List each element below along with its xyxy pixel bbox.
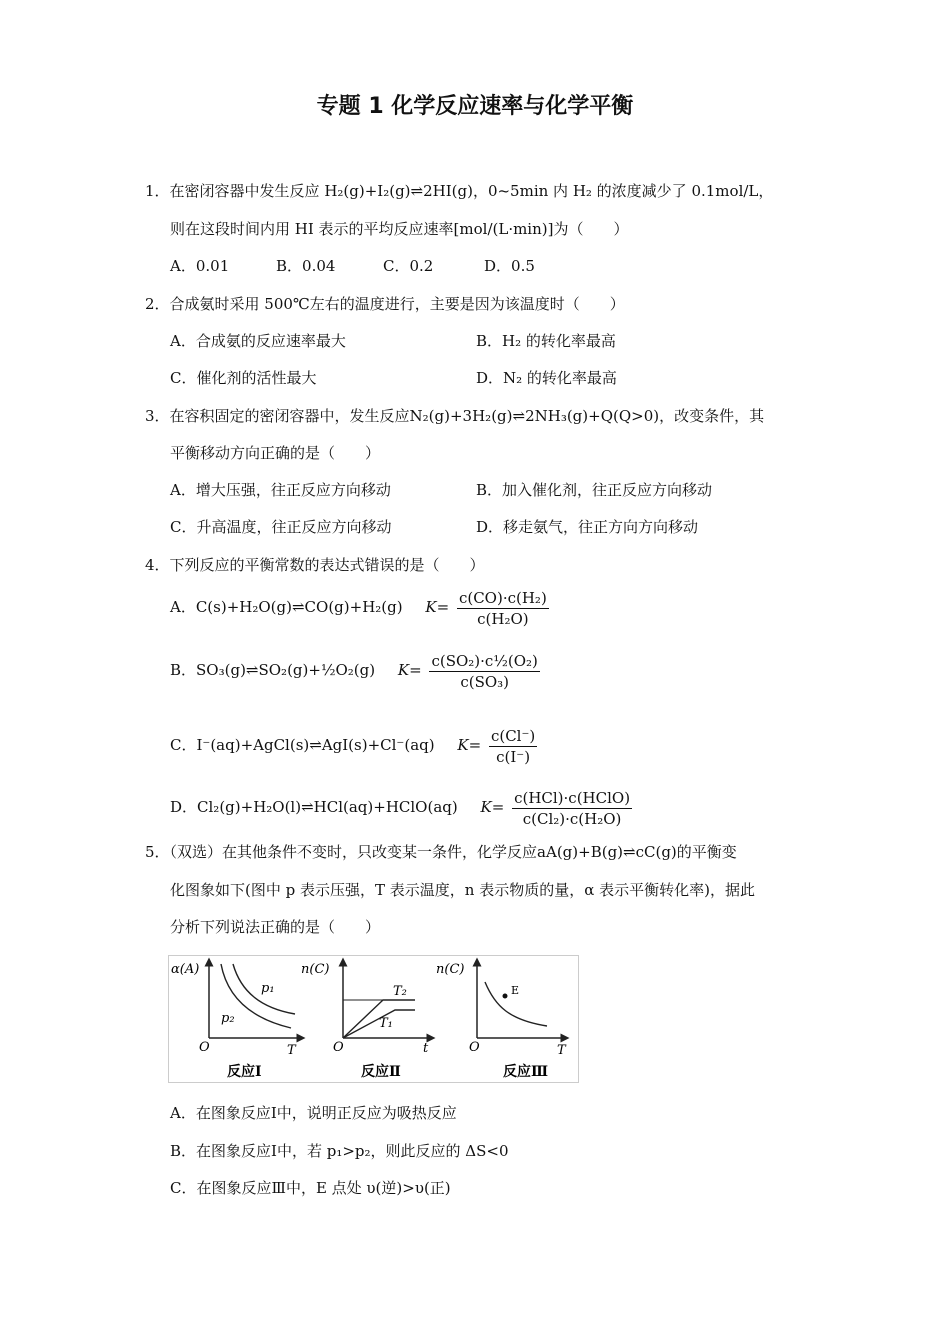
q1-option-a: A．0.01 xyxy=(170,257,230,275)
q4-option-b xyxy=(170,647,543,693)
q3-option-d: D．移走氨气，往正方向方向移动 xyxy=(476,518,699,536)
g1-p1: p₁ xyxy=(261,981,275,996)
q5-option-c: C．在图象反应Ⅲ中，E 点处 υ(逆)>υ(正) xyxy=(170,1179,451,1197)
q4-a-equation: A．C(s)+H₂O(g)⇌CO(g)+H₂(g) xyxy=(170,598,403,616)
g3-e-label: E xyxy=(511,984,520,997)
q5-stem-line1: 5．（双选）在其他条件不变时，只改变某一条件，化学反应aA(g)+B(g)⇌cC(g)的平衡变 xyxy=(145,843,737,861)
q2-option-b: B．H₂ 的转化率最高 xyxy=(476,332,616,350)
q1-option-b: B．0.04 xyxy=(276,257,336,275)
q4-a-fraction xyxy=(457,588,549,629)
q3-stem-line2: 平衡移动方向正确的是（ ） xyxy=(170,444,381,462)
q4-stem: 4．下列反应的平衡常数的表达式错误的是（ ） xyxy=(145,556,485,574)
q1-option-d: D．0.5 xyxy=(484,257,535,275)
q3-stem-line1: 3．在容积固定的密闭容器中，发生反应N₂(g)+3H₂(g)⇌2NH₃(g)+Q(Q>0)，改变条件，其 xyxy=(145,407,765,425)
q3-option-a: A．增大压强，往正反应方向移动 xyxy=(170,481,391,499)
graph-reaction-1 xyxy=(171,962,301,1080)
q1-option-c: C．0.2 xyxy=(383,257,434,275)
q5-option-b: B．在图象反应Ⅰ中，若 p₁>p₂，则此反应的 ΔS<0 xyxy=(170,1142,509,1160)
graph-reaction-3 xyxy=(436,962,567,1080)
q4-option-d xyxy=(170,782,635,832)
q4-a-numerator: c(CO)·c(H₂) xyxy=(458,588,547,607)
q1-stem-line1: 1．在密闭容器中发生反应 H₂(g)+I₂(g)⇌2HI(g)，0~5min 内 H₂ 的浓度减少了 0.1mol/L， xyxy=(145,182,774,200)
q4-d-numerator: c(HCl)·c(HClO) xyxy=(514,788,631,807)
g2-caption: 反应Ⅱ xyxy=(361,1064,401,1080)
q5-figure xyxy=(168,955,579,1083)
point-e xyxy=(503,994,508,999)
g2-origin: O xyxy=(333,1040,344,1055)
q4-c-denominator: c(I⁻) xyxy=(496,747,531,766)
q4-c-numerator: c(Cl⁻) xyxy=(490,726,536,745)
graph-reaction-2 xyxy=(301,962,431,1080)
q4-b-fraction xyxy=(429,651,539,692)
q5-stem-line3: 分析下列说法正确的是（ ） xyxy=(170,918,381,936)
q2-option-c: C．催化剂的活性最大 xyxy=(170,369,317,387)
q4-d-equation: D．Cl₂(g)+H₂O(l)⇌HCl(aq)+HClO(aq) xyxy=(170,798,458,816)
q4-b-numerator: c(SO₂)·c½(O₂) xyxy=(431,651,538,670)
q2-stem: 2．合成氨时采用 500℃左右的温度进行，主要是因为该温度时（ ） xyxy=(145,295,625,313)
g3-xlabel: T xyxy=(557,1043,566,1058)
q5-graphs xyxy=(169,956,578,1082)
g1-caption: 反应Ⅰ xyxy=(227,1064,262,1080)
g1-origin: O xyxy=(199,1040,210,1055)
q3-option-c: C．升高温度，往正反应方向移动 xyxy=(170,518,392,536)
q2-option-d: D．N₂ 的转化率最高 xyxy=(476,369,617,387)
g1-ylabel: α(A) xyxy=(171,962,200,977)
q4-c-k: K= xyxy=(457,736,482,754)
q4-a-denominator: c(H₂O) xyxy=(477,609,529,628)
q4-option-a xyxy=(170,585,552,629)
q4-d-fraction xyxy=(512,788,632,829)
q4-b-denominator: c(SO₃) xyxy=(460,672,510,691)
q2-option-a: A．合成氨的反应速率最大 xyxy=(170,332,346,350)
g3-ylabel: n(C) xyxy=(436,962,465,977)
g1-p2: p₂ xyxy=(221,1011,235,1026)
q4-b-k: K= xyxy=(397,661,422,679)
g2-ylabel: n(C) xyxy=(301,962,330,977)
q4-d-denominator: c(Cl₂)·c(H₂O) xyxy=(522,809,622,828)
q5-option-a: A．在图象反应Ⅰ中，说明正反应为吸热反应 xyxy=(170,1104,457,1122)
q1-stem-line2: 则在这段时间内用 HI 表示的平均反应速率[mol/(L·min)]为（ ） xyxy=(170,220,629,238)
g3-origin: O xyxy=(469,1040,480,1055)
page-title: 专题 1 化学反应速率与化学平衡 xyxy=(316,94,634,119)
q4-c-fraction xyxy=(489,726,537,767)
g2-t1: T₁ xyxy=(379,1016,393,1031)
q4-d-k: K= xyxy=(480,798,505,816)
q3-option-b: B．加入催化剂，往正反应方向移动 xyxy=(476,481,713,499)
q5-stem-line2: 化图象如下(图中 p 表示压强，T 表示温度，n 表示物质的量，α 表示平衡转化率)，据此 xyxy=(170,881,755,899)
q4-c-equation: C．I⁻(aq)+AgCl(s)⇌AgI(s)+Cl⁻(aq) xyxy=(170,736,435,754)
g3-caption: 反应Ⅲ xyxy=(503,1064,549,1080)
q4-option-c xyxy=(170,712,540,778)
g2-t2: T₂ xyxy=(393,984,407,999)
q4-a-k: K= xyxy=(425,598,450,616)
q4-b-equation: B．SO₃(g)⇌SO₂(g)+½O₂(g) xyxy=(170,661,376,679)
g2-xlabel: t xyxy=(423,1041,429,1056)
g1-xlabel: T xyxy=(287,1043,296,1058)
